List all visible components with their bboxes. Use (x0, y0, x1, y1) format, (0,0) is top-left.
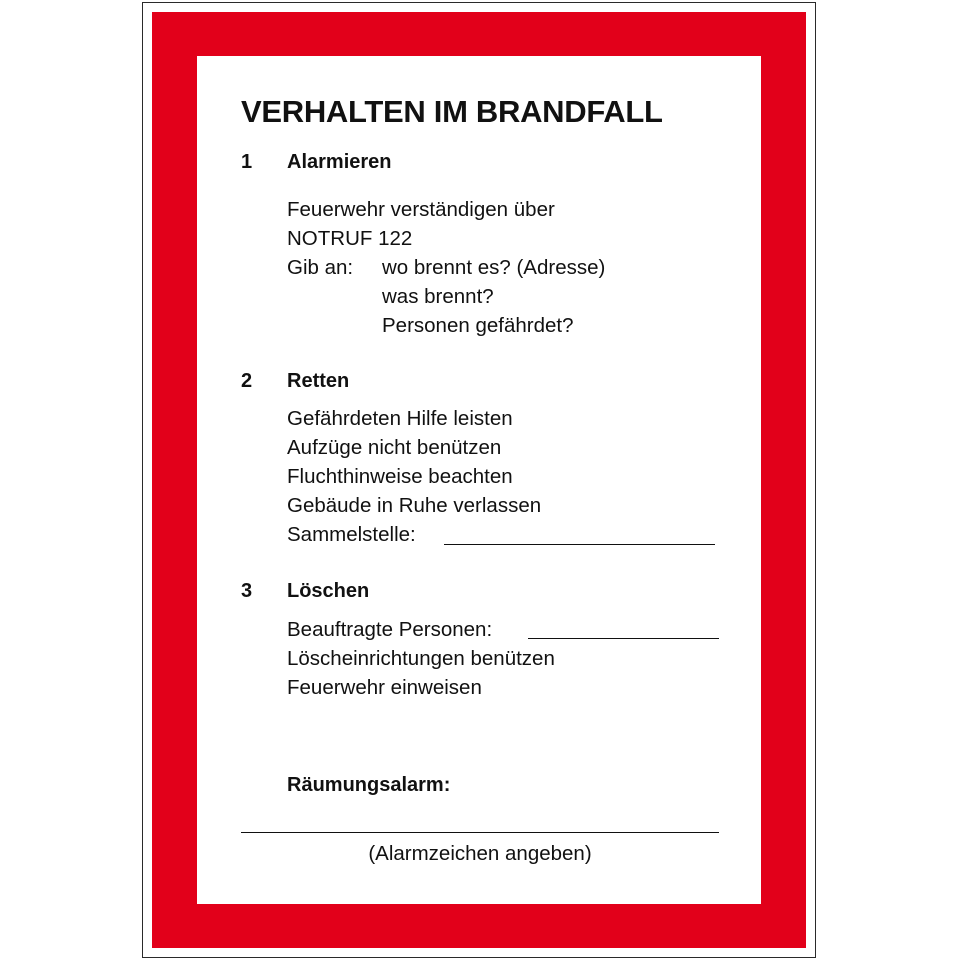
beauftragte-blank-line (528, 638, 719, 639)
sammelstelle-blank-line (444, 544, 715, 545)
section-1-line: Feuerwehr verständigen über (287, 198, 555, 221)
section-2-number: 2 (241, 370, 253, 392)
section-3-line: Feuerwehr einweisen (287, 676, 482, 699)
section-3-number: 3 (241, 580, 253, 602)
section-2-line: Gefährdeten Hilfe leisten (287, 407, 513, 430)
alarm-blank-line (241, 832, 719, 833)
beauftragte-label: Beauftragte Personen: (287, 618, 493, 641)
sign-title: VERHALTEN IM BRANDFALL (241, 94, 663, 129)
section-3-heading: Löschen (287, 580, 370, 602)
section-1-line: NOTRUF 122 (287, 227, 413, 250)
section-1-number: 1 (241, 151, 253, 173)
alarm-heading: Räumungsalarm: (287, 774, 451, 796)
give-item: wo brennt es? (Adresse) (382, 256, 606, 279)
give-item: was brennt? (382, 285, 494, 308)
give-item: Personen gefährdet? (382, 314, 574, 337)
alarm-caption: (Alarmzeichen angeben) (368, 842, 592, 865)
section-2-line: Aufzüge nicht benützen (287, 436, 502, 459)
give-label: Gib an: (287, 256, 354, 279)
section-2-line: Fluchthinweise beachten (287, 465, 513, 488)
section-1-heading: Alarmieren (287, 151, 392, 173)
section-2-heading: Retten (287, 370, 350, 392)
section-2-line: Gebäude in Ruhe verlassen (287, 494, 542, 517)
section-3-line: Löscheinrichtungen benützen (287, 647, 555, 670)
sammelstelle-label: Sammelstelle: (287, 523, 416, 546)
